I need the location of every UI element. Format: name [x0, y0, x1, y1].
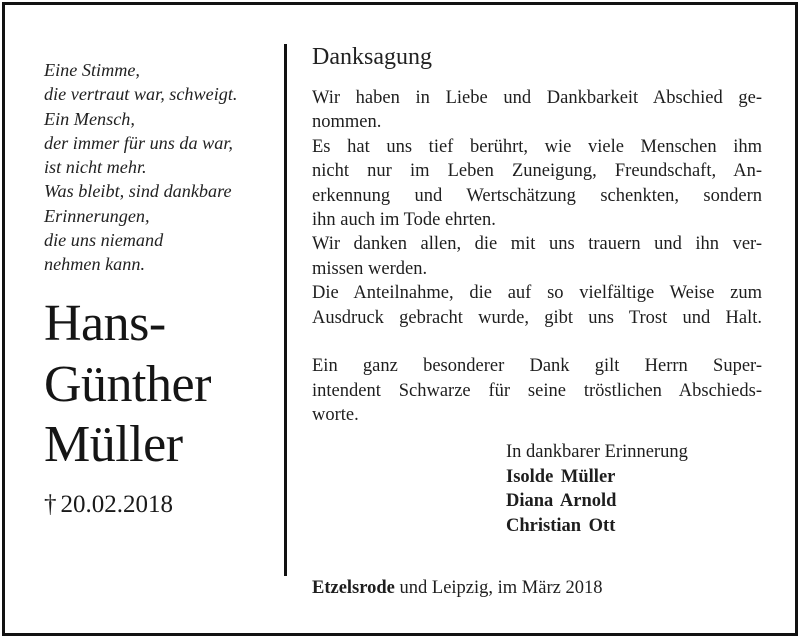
- death-date-line: [44, 490, 173, 520]
- cross-icon: †: [44, 491, 57, 518]
- body-line: erkennung und Wertschätzung schenkten, sondern: [312, 185, 762, 206]
- poem-line: nehmen kann.: [44, 254, 146, 275]
- column-divider: [284, 44, 287, 576]
- body-line: worte.: [312, 405, 359, 426]
- body-line: intendent Schwarze für seine tröstlichen Abschieds-: [312, 380, 762, 401]
- poem-line: Was bleibt, sind dankbare: [44, 181, 232, 202]
- place-date-line: [312, 576, 602, 600]
- notice-body: [312, 86, 762, 428]
- signoff-intro: In dankbarer Erinnerung: [506, 442, 688, 462]
- name-line: Müller: [44, 416, 183, 473]
- body-line: ihn auch im Tode ehrten.: [312, 210, 496, 231]
- name-line: Günther: [44, 355, 211, 413]
- memorial-poem: [44, 58, 274, 277]
- poem-line: die vertraut war, schweigt.: [44, 84, 238, 105]
- poem-line: Erinnerungen,: [44, 205, 150, 226]
- signoff-block: [506, 440, 766, 538]
- body-line: nommen.: [312, 112, 382, 133]
- body-line: Ein ganz besonderer Dank gilt Herrn Super-: [312, 356, 762, 377]
- signer-name: Isolde Müller: [506, 466, 616, 487]
- paragraph-gap: [312, 330, 762, 354]
- body-line: Ausdruck gebracht wurde, gibt uns Trost und Halt.: [312, 307, 762, 328]
- place-name: Etzelsrode: [312, 578, 395, 598]
- body-line: missen werden.: [312, 258, 428, 279]
- body-line: Es hat uns tief berührt, wie viele Menschen ihm: [312, 136, 762, 157]
- signer-name: Christian Ott: [506, 515, 616, 536]
- poem-line: Eine Stimme,: [44, 60, 140, 80]
- deceased-name: [44, 294, 279, 476]
- poem-line: ist nicht mehr.: [44, 157, 147, 178]
- poem-line: Ein Mensch,: [44, 108, 135, 129]
- signer-name: Diana Arnold: [506, 491, 617, 511]
- poem-line: der immer für uns da war,: [44, 132, 233, 153]
- poem-line: die uns niemand: [44, 230, 164, 251]
- notice-heading: Danksagung: [312, 44, 432, 70]
- body-line: Die Anteilnahme, die auf so vielfältige Weise zum: [312, 283, 762, 304]
- body-line: Wir haben in Liebe und Dankbarkeit Abschied ge-: [312, 88, 762, 108]
- body-line: nicht nur im Leben Zuneigung, Freundschaft, An-: [312, 161, 762, 182]
- place-date-rest: und Leipzig, im März 2018: [394, 578, 603, 598]
- death-date: 20.02.2018: [60, 491, 173, 518]
- body-line: Wir danken allen, die mit uns trauern und ihn ver-: [312, 234, 762, 255]
- name-line: Hans-: [44, 295, 166, 352]
